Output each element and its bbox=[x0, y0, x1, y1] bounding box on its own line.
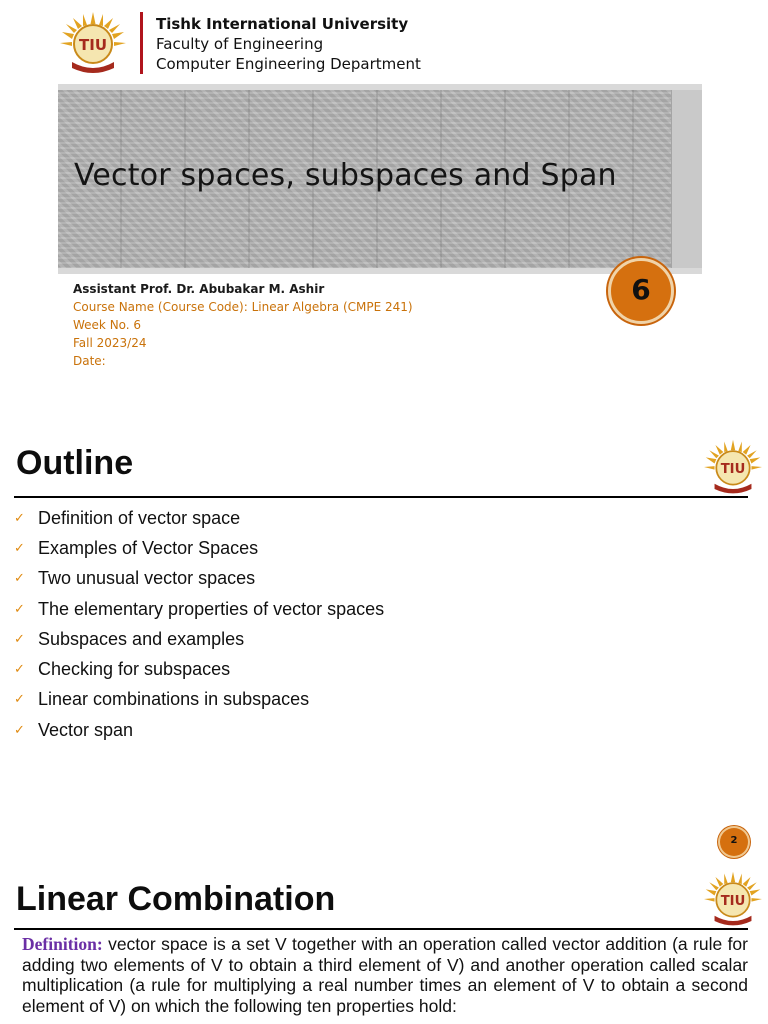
tiu-sun-logo-icon bbox=[58, 10, 128, 76]
slide-title: Outline bbox=[16, 444, 134, 482]
author-info bbox=[73, 280, 413, 370]
checkmark-icon: ✓ bbox=[14, 692, 25, 708]
week-number: Week No. 6 bbox=[73, 318, 142, 332]
university-header bbox=[156, 14, 421, 74]
title-underline bbox=[14, 496, 748, 498]
checkmark-icon: ✓ bbox=[14, 631, 25, 647]
page-number-badge: 2 bbox=[720, 828, 748, 856]
title-slide bbox=[0, 0, 768, 400]
tiu-sun-logo-icon bbox=[702, 438, 764, 496]
title-banner bbox=[58, 84, 702, 274]
university-name: Tishk International University bbox=[156, 15, 409, 33]
definition-slide bbox=[0, 860, 768, 1024]
list-item: ✓ Subspaces and examples bbox=[14, 628, 245, 649]
svg-text:TIU: TIU bbox=[720, 462, 746, 478]
checkmark-icon: ✓ bbox=[14, 510, 25, 526]
tiu-sun-logo-icon bbox=[702, 870, 764, 928]
list-item: ✓ Definition of vector space bbox=[14, 507, 241, 528]
date-label: Date: bbox=[73, 354, 106, 368]
title-divider-bar bbox=[140, 12, 143, 74]
outline-list bbox=[14, 503, 384, 745]
department-name: Computer Engineering Department bbox=[156, 55, 421, 73]
term: Fall 2023/24 bbox=[73, 336, 147, 350]
checkmark-icon: ✓ bbox=[14, 722, 25, 738]
course-name: Course Name (Course Code): Linear Algebra (CMPE 241) bbox=[73, 300, 413, 314]
presentation-title: Vector spaces, subspaces and Span bbox=[74, 158, 617, 193]
title-underline bbox=[14, 928, 748, 930]
list-item: ✓ Vector span bbox=[14, 719, 134, 740]
checkmark-icon: ✓ bbox=[14, 540, 25, 556]
definition-text: vector space is a set V together with an operation called vector addition (a rule for adding two elements of V to obtain a third element of V) and another operation called scalar multiplication (a rule for multiplying a real number times an element of V to obtain a second element of V) on which the following ten properties hold: bbox=[22, 934, 748, 1017]
checkmark-icon: ✓ bbox=[14, 601, 25, 617]
list-item: ✓ Examples of Vector Spaces bbox=[14, 537, 259, 558]
svg-text:TIU: TIU bbox=[720, 894, 746, 910]
list-item: ✓ Two unusual vector spaces bbox=[14, 568, 256, 589]
checkmark-icon: ✓ bbox=[14, 662, 25, 678]
outline-slide bbox=[0, 400, 768, 860]
checkmark-icon: ✓ bbox=[14, 571, 25, 587]
list-item: ✓ The elementary properties of vector spaces bbox=[14, 598, 385, 619]
slide-title: Linear Combination bbox=[16, 880, 336, 918]
svg-text:TIU: TIU bbox=[79, 36, 107, 54]
week-badge: 6 bbox=[608, 258, 674, 324]
list-item: ✓ Linear combinations in subspaces bbox=[14, 689, 310, 710]
faculty-name: Faculty of Engineering bbox=[156, 35, 324, 53]
list-item: ✓ Checking for subspaces bbox=[14, 659, 231, 680]
definition-label: Definition: bbox=[22, 934, 103, 954]
author-name: Assistant Prof. Dr. Abubakar M. Ashir bbox=[73, 282, 325, 296]
definition-paragraph bbox=[22, 934, 748, 1017]
